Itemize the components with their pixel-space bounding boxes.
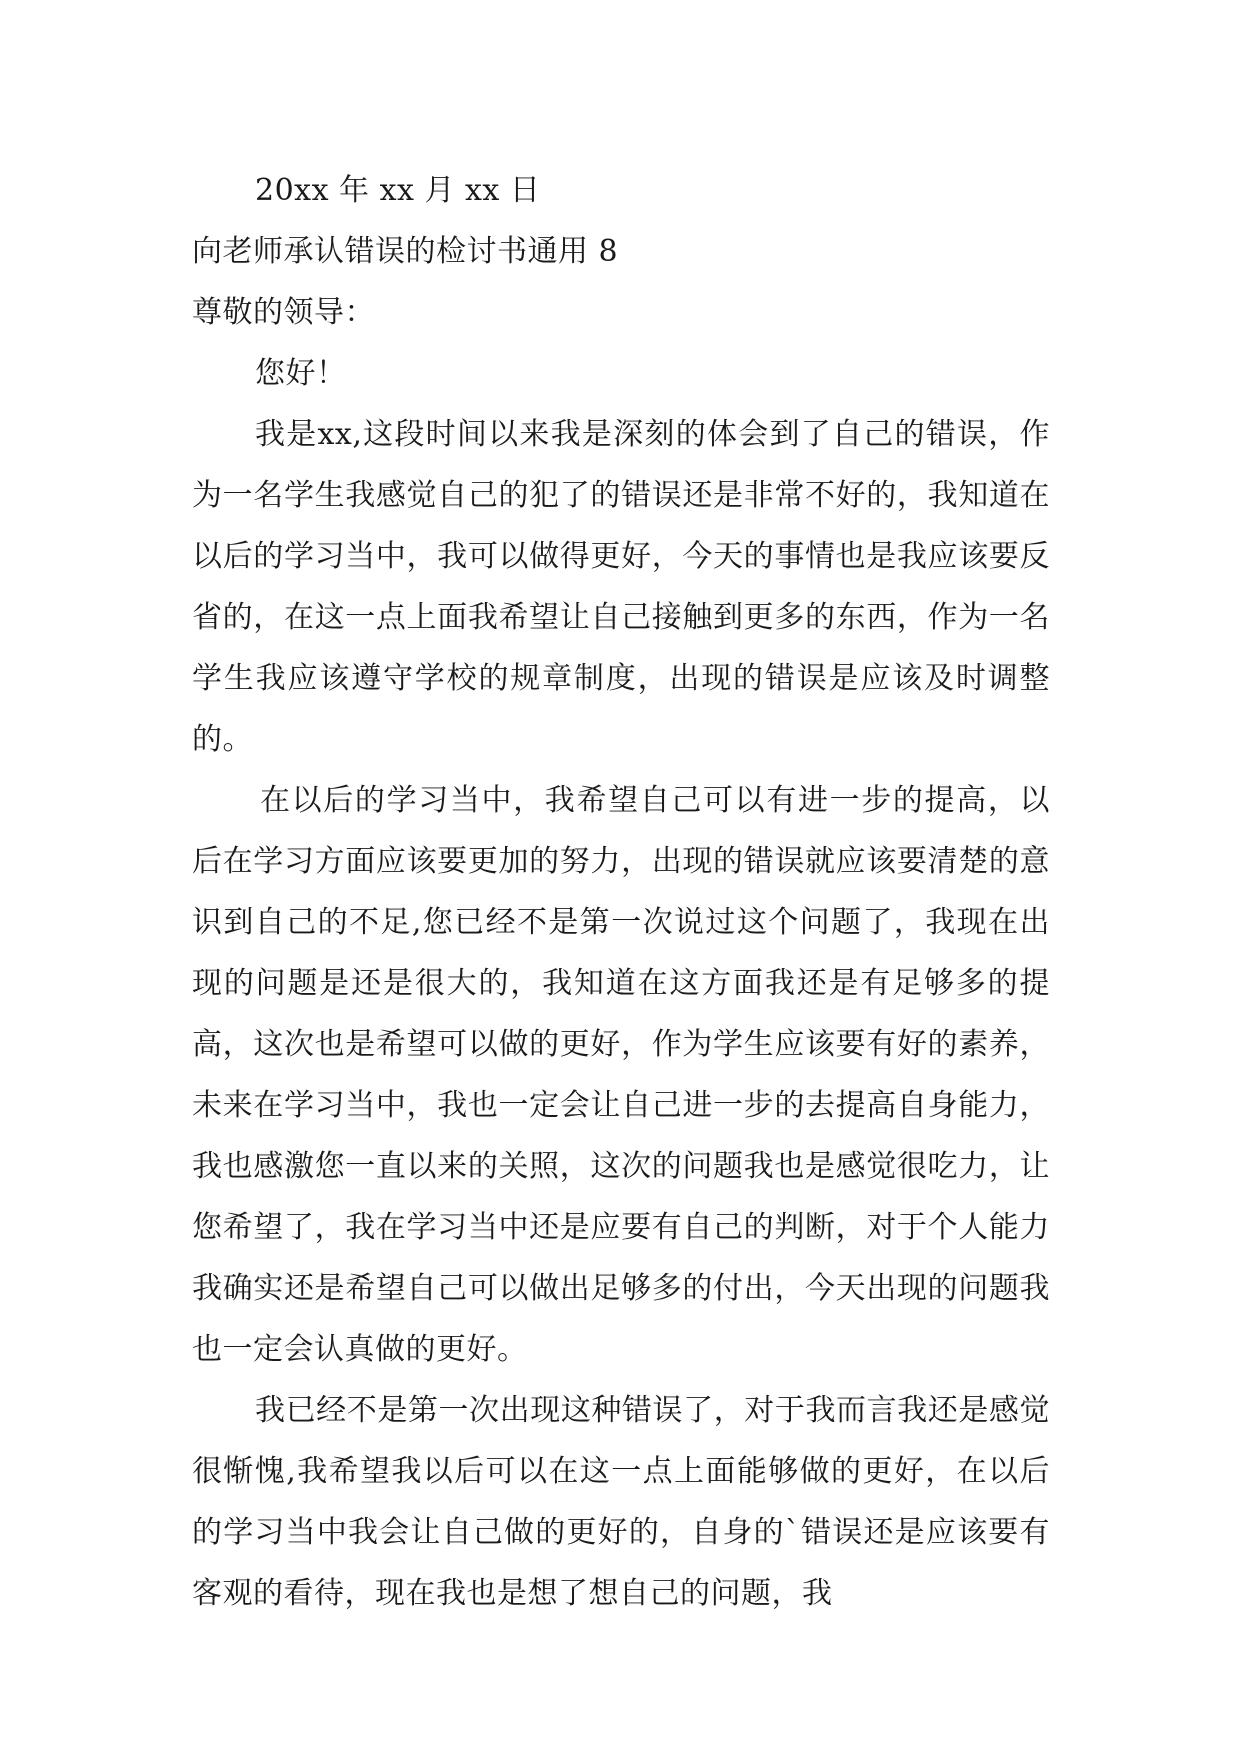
date-line: 20xx 年 xx 月 xx 日 <box>255 173 541 208</box>
paragraph-3: 我已经不是第一次出现这种错误了，对于我而言我还是感觉很惭愧,我希望我以后可以在这一点上面能够做的更好，在以后的学习当中我会让自己做的更好的，自身的`错误还是应该要有客观的看待，现在我也是想了想自己的问题，我 <box>192 1393 1050 1611</box>
greeting: 您好！ <box>255 356 347 391</box>
document-title: 向老师承认错误的检讨书通用 8 <box>192 234 619 269</box>
paragraph-2: 在以后的学习当中，我希望自己可以有进一步的提高，以后在学习方面应该要更加的努力，出现的错误就应该要清楚的意识到自己的不足,您已经不是第一次说过这个问题了，我现在出现的问题是还是很大的，我知道在这方面我还是有足够多的提高，这次也是希望可以做的更好，作为学生应该要有好的素养，未来在学习当中，我也一定会让自己进一步的去提高自身能力，我也感激您一直以来的关照，这次的问题我也是感觉很吃力，让您希望了，我在学习当中还是应要有自己的判断，对于个人能力我确实还是希望自己可以做出足够多的付出，今天出现的问题我也一定会认真做的更好。 <box>192 783 1050 1367</box>
document-body <box>192 160 1050 1624</box>
paragraph-1: 我是xx,这段时间以来我是深刻的体会到了自己的错误，作为一名学生我感觉自己的犯了的错误还是非常不好的，我知道在以后的学习当中，我可以做得更好，今天的事情也是我应该要反省的，在这一点上面我希望让自己接触到更多的东西，作为一名学生我应该遵守学校的规章制度，出现的错误是应该及时调整的。 <box>192 417 1050 757</box>
salutation: 尊敬的领导： <box>192 295 375 330</box>
